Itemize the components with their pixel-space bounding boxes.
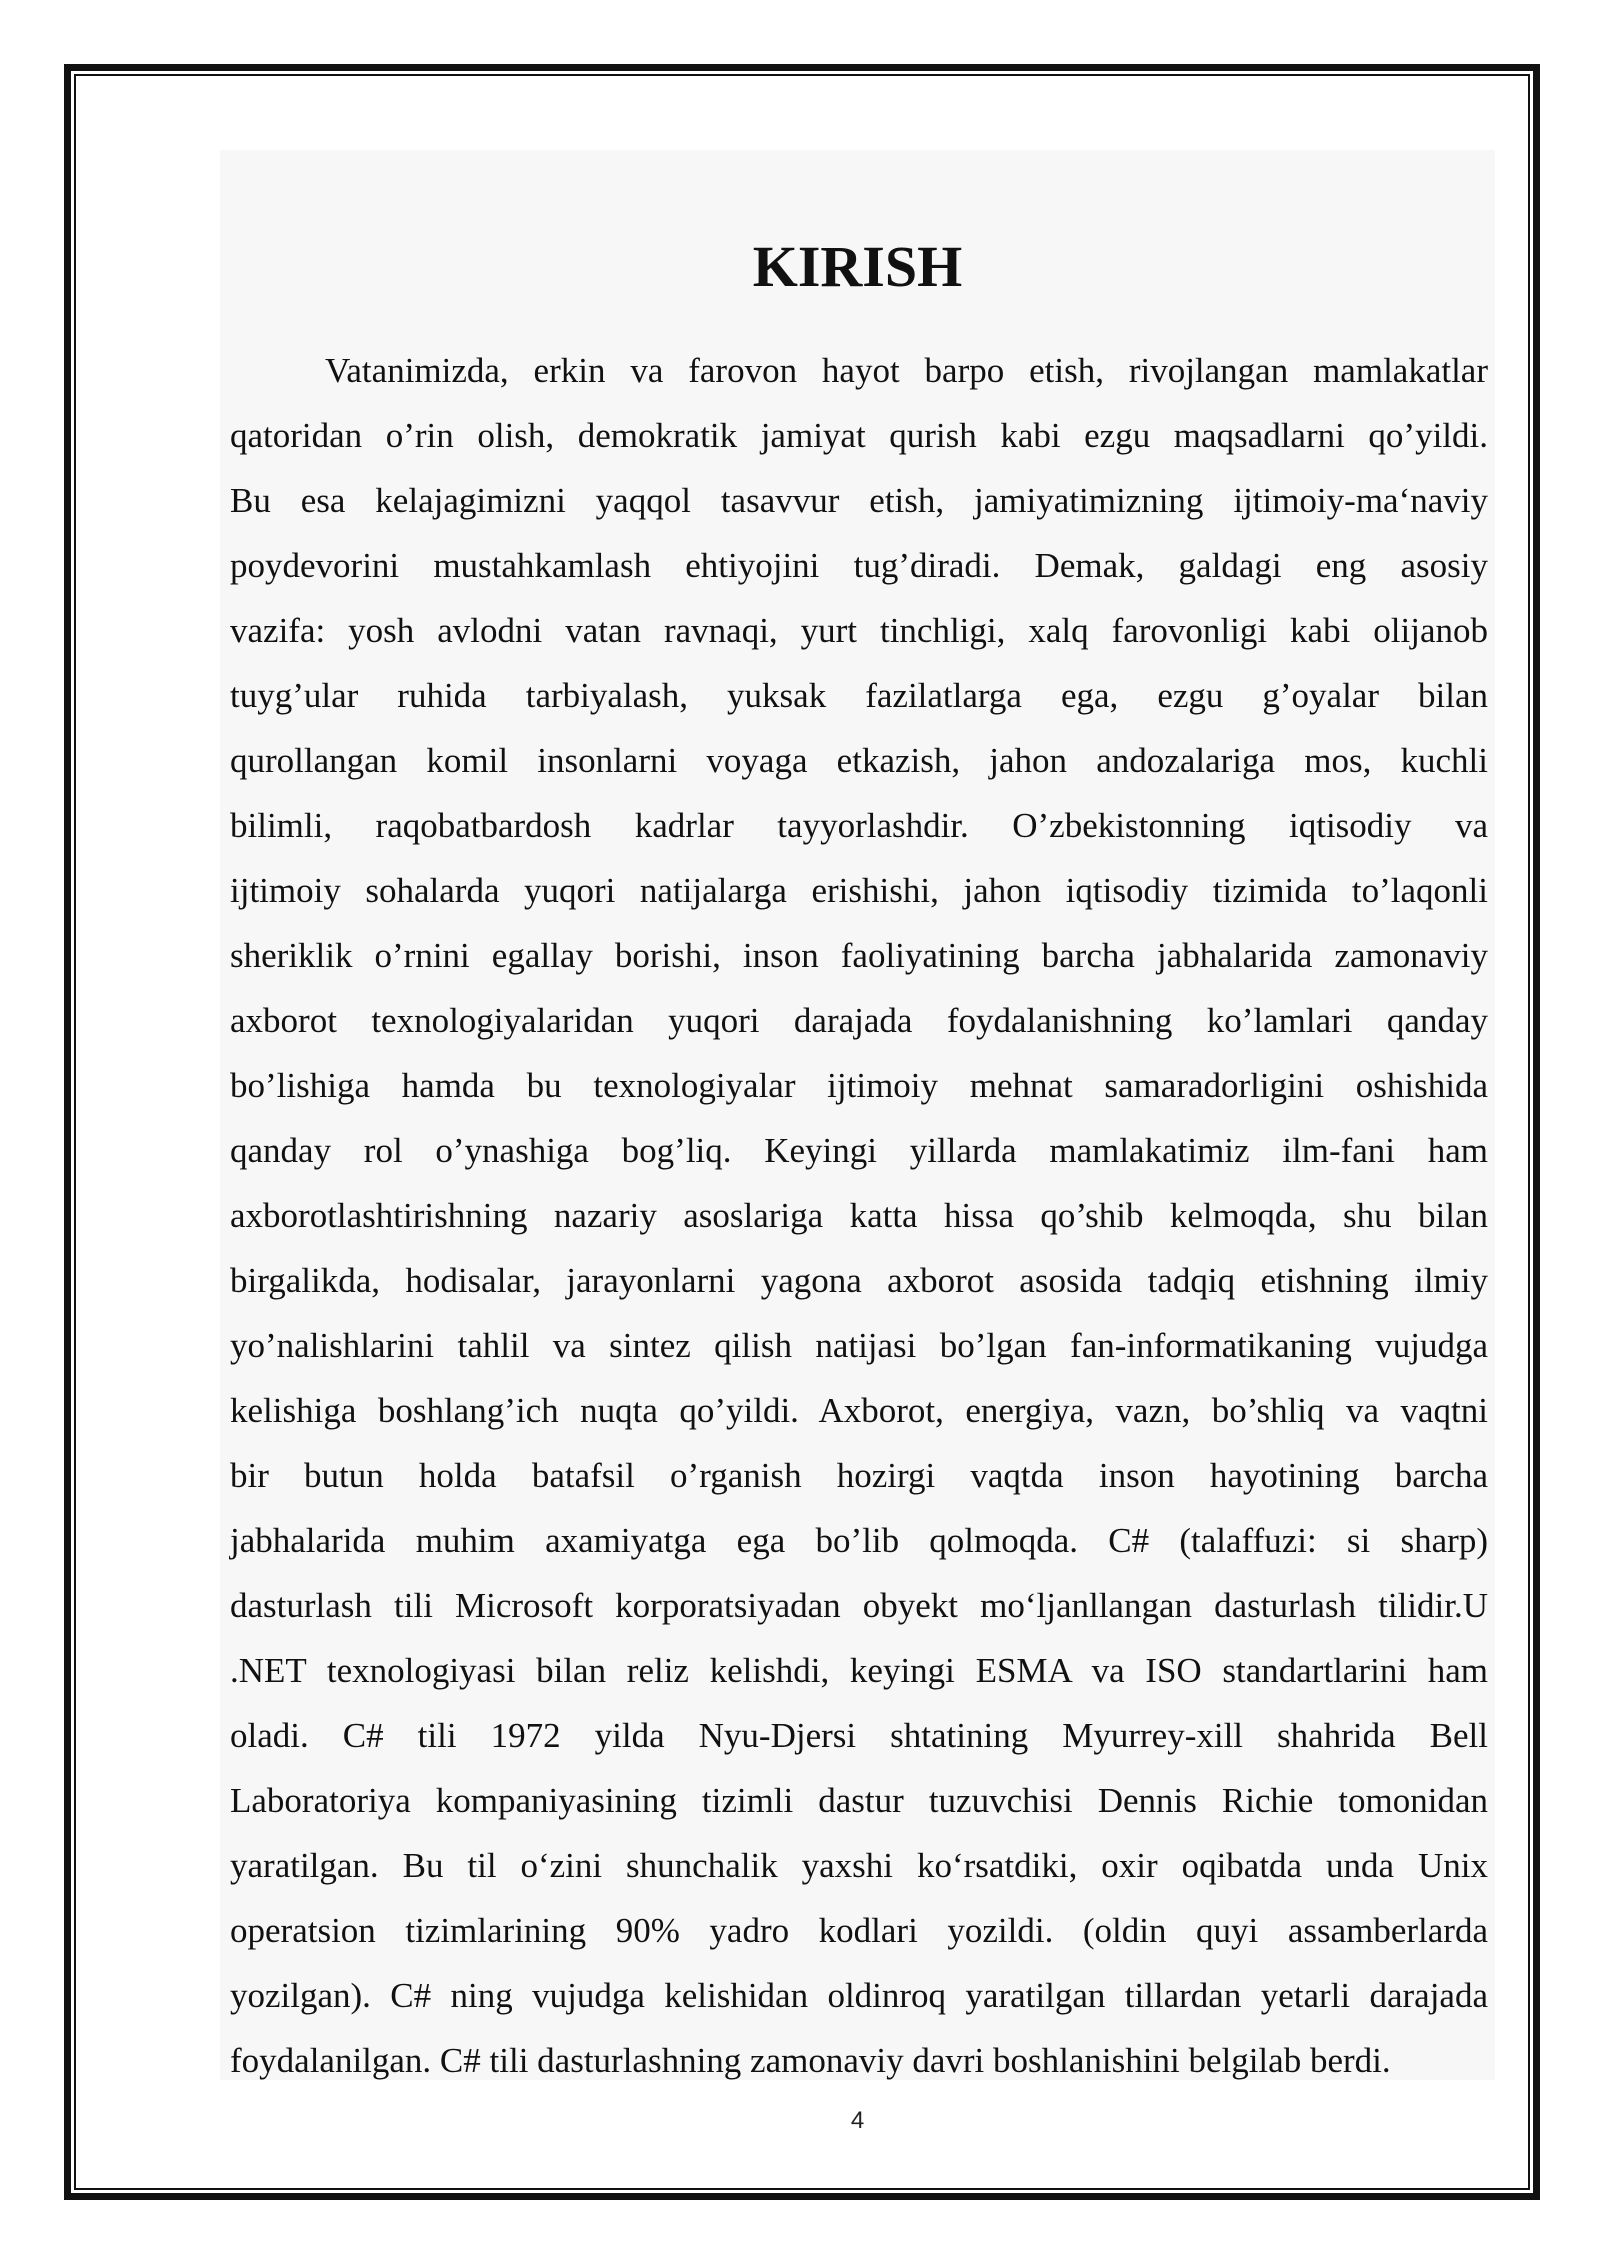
text-line: Bu esa kelajagimizni yaqqol tasavvur etish, jamiyatimizning ijtimoiy-ma‘naviy — [230, 481, 1488, 520]
text-line: qanday rol o’ynashiga bog’liq. Keyingi yillarda mamlakatimiz ilm-fani ham — [230, 1131, 1488, 1170]
text-line: dasturlash tili Microsoft korporatsiyadan obyekt mo‘ljanllangan dasturlash tilidir.U — [230, 1586, 1488, 1625]
text-line: qurollangan komil insonlarni voyaga etkazish, jahon andozalariga mos, kuchli — [230, 741, 1488, 780]
text-line: yozilgan). C# ning vujudga kelishidan oldinroq yaratilgan tillardan yetarli darajada — [230, 1976, 1488, 2015]
page-number: 4 — [850, 2107, 865, 2134]
text-line: jabhalarida muhim axamiyatga ega bo’lib qolmoqda. C# (talaffuzi: si sharp) — [230, 1521, 1488, 1560]
page-title: KIRISH — [752, 234, 963, 299]
text-line: axborotlashtirishning nazariy asoslariga katta hissa qo’shib kelmoqda, shu bilan — [230, 1196, 1488, 1235]
text-line: birgalikda, hodisalar, jarayonlarni yagona axborot asosida tadqiq etishning ilmiy — [230, 1261, 1488, 1300]
text-line: oladi. C# tili 1972 yilda Nyu-Djersi shtatining Myurrey-xill shahrida Bell — [230, 1716, 1488, 1755]
text-line: operatsion tizimlarining 90% yadro kodlari yozildi. (oldin quyi assamberlarda — [230, 1911, 1488, 1950]
text-line: kelishiga boshlang’ich nuqta qo’yildi. Axborot, energiya, vazn, bo’shliq va vaqtni — [230, 1391, 1488, 1430]
text-line: ijtimoiy sohalarda yuqori natijalarga erishishi, jahon iqtisodiy tizimida to’laqonli — [230, 871, 1488, 910]
body-paragraph — [230, 338, 1488, 2093]
text-line: sheriklik o’rnini egallay borishi, inson faoliyatining barcha jabhalarida zamonaviy — [230, 936, 1488, 975]
text-line: .NET texnologiyasi bilan reliz kelishdi, keyingi ESMA va ISO standartlarini ham — [230, 1651, 1488, 1690]
text-line: Vatanimizda, erkin va farovon hayot barpo etish, rivojlangan mamlakatlar — [325, 351, 1488, 390]
text-line: poydevorini mustahkamlash ehtiyojini tug’diradi. Demak, galdagi eng asosiy — [230, 546, 1488, 585]
text-line: yo’nalishlarini tahlil va sintez qilish natijasi bo’lgan fan-informatikaning vujudga — [230, 1326, 1488, 1365]
text-line: bir butun holda batafsil o’rganish hozirgi vaqtda inson hayotining barcha — [230, 1456, 1488, 1495]
text-line: Laboratoriya kompaniyasining tizimli dastur tuzuvchisi Dennis Richie tomonidan — [230, 1781, 1488, 1820]
text-line: yaratilgan. Bu til o‘zini shunchalik yaxshi ko‘rsatdiki, oxir oqibatda unda Unix — [230, 1846, 1488, 1885]
text-line: qatoridan o’rin olish, demokratik jamiyat qurish kabi ezgu maqsadlarni qo’yildi. — [230, 416, 1488, 455]
text-line: bo’lishiga hamda bu texnologiyalar ijtimoiy mehnat samaradorligini oshishida — [230, 1066, 1488, 1105]
text-line: bilimli, raqobatbardosh kadrlar tayyorlashdir. O’zbekistonning iqtisodiy va — [230, 806, 1488, 845]
text-line: foydalanilgan. C# tili dasturlashning zamonaviy davri boshlanishini belgilab berdi. — [230, 2041, 1391, 2080]
text-line: vazifa: yosh avlodni vatan ravnaqi, yurt tinchligi, xalq farovonligi kabi olijanob — [230, 611, 1488, 650]
text-line: tuyg’ular ruhida tarbiyalash, yuksak fazilatlarga ega, ezgu g’oyalar bilan — [230, 676, 1488, 715]
text-line: axborot texnologiyalaridan yuqori darajada foydalanishning ko’lamlari qanday — [230, 1001, 1488, 1040]
